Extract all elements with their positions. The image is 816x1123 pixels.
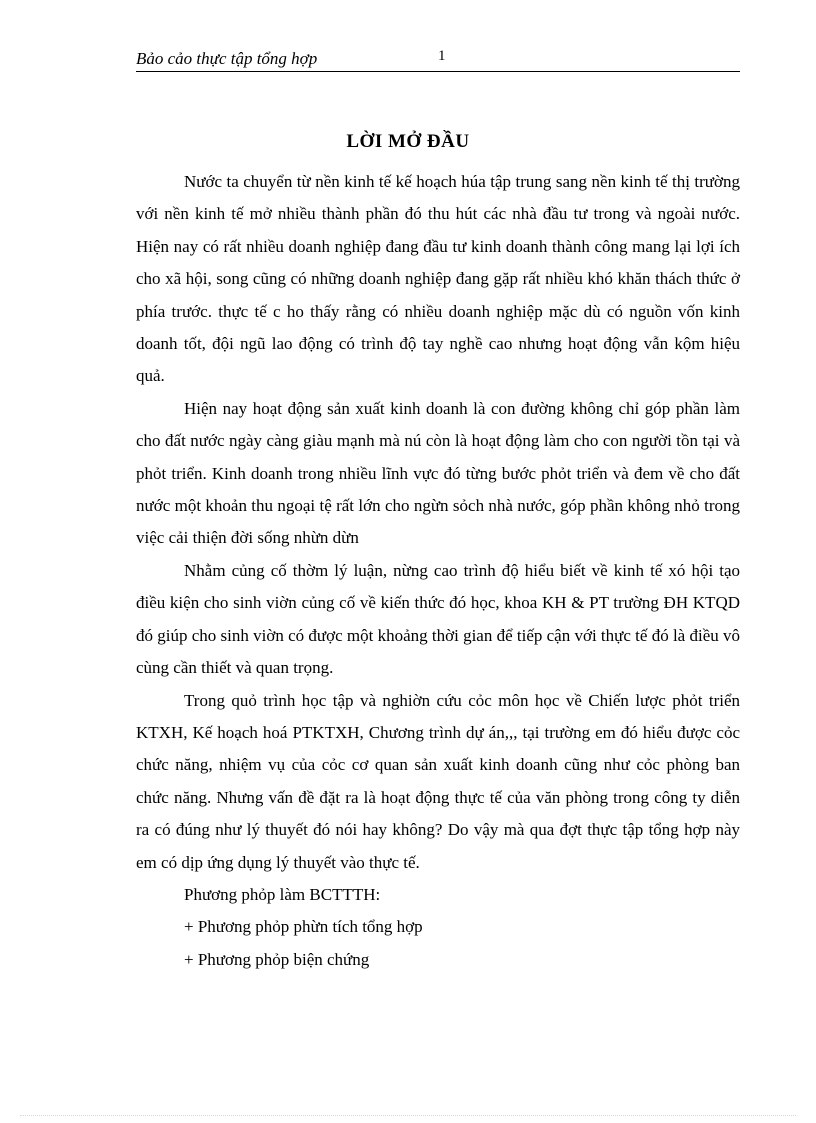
page-number: 1	[438, 48, 446, 64]
paragraph: Trong quỏ trình học tập và nghiờn cứu cỏc môn học về Chiến lược phỏt triển KTXH, Kế hoạch hoá PTKTXH, Chương trình dự án,,, tại trường em đó hiểu được cỏc chức năng, nhiệm vụ của cỏc cơ quan sản xuất kinh doanh cũng như cỏc phòng ban chức năng. Nhưng vấn đề đặt ra là hoạt động thực tế của văn phòng trong công ty diễn ra có đúng như lý thuyết đó nói hay không? Do vậy mà qua đợt thực tập tổng hợp này em có dịp ứng dụng lý thuyết vào thực tế.	[136, 690, 740, 872]
methods-intro: Phương phỏp làm BCTTTH:	[184, 884, 381, 904]
paragraph: Hiện nay hoạt động sản xuất kinh doanh là con đường không chỉ góp phần làm cho đất nước ngày càng giàu mạnh mà nú còn là hoạt động làm cho con người tồn tại và phỏt triển. Kinh doanh trong nhiều lĩnh vực đó từng bước phỏt triển và đem về cho đất nước một khoản thu ngoại tệ rất lớn cho ngừn sỏch nhà nước, góp phần không nhỏ trong việc cải thiện đời sống nhừn dừn	[136, 398, 740, 548]
method-item: + Phương phỏp biện chứng	[184, 949, 370, 969]
page-bottom-rule	[20, 1115, 796, 1116]
section-heading: LỜI MỞ ĐẦU	[346, 131, 470, 152]
document-body	[136, 166, 740, 976]
page-header	[136, 47, 740, 72]
method-item: + Phương phỏp phừn tích tổng hợp	[184, 917, 423, 937]
paragraph: Nhằm củng cố thờm lý luận, nừng cao trình độ hiểu biết về kinh tế xó hội tạo điều kiện cho sinh viờn củng cố về kiến thức đó học, khoa KH & PT trường ĐH KTQD đó giúp cho sinh viờn có được một khoảng thời gian để tiếp cận với thực tế đó là điều vô cùng cần thiết và quan trọng.	[136, 560, 740, 678]
header-title: Bảo cảo thực tập tổng hợp	[136, 49, 318, 68]
paragraph: Nước ta chuyển từ nền kinh tế kế hoạch húa tập trung sang nền kinh tế thị trường với nền kinh tế mở nhiều thành phần đó thu hút các nhà đầu tư trong và ngoài nước. Hiện nay có rất nhiều doanh nghiệp đang đầu tư kinh doanh thành công mang lại lợi ích cho xã hội, song cũng có những doanh nghiệp đang gặp rất nhiều khó khăn thách thức ở phía trước. thực tế c ho thấy rằng có nhiều doanh nghiệp mặc dù có nguồn vốn kinh doanh tốt, đội ngũ lao động có trình độ tay nghề cao nhưng hoạt động vẫn kộm hiệu quả.	[136, 172, 740, 386]
